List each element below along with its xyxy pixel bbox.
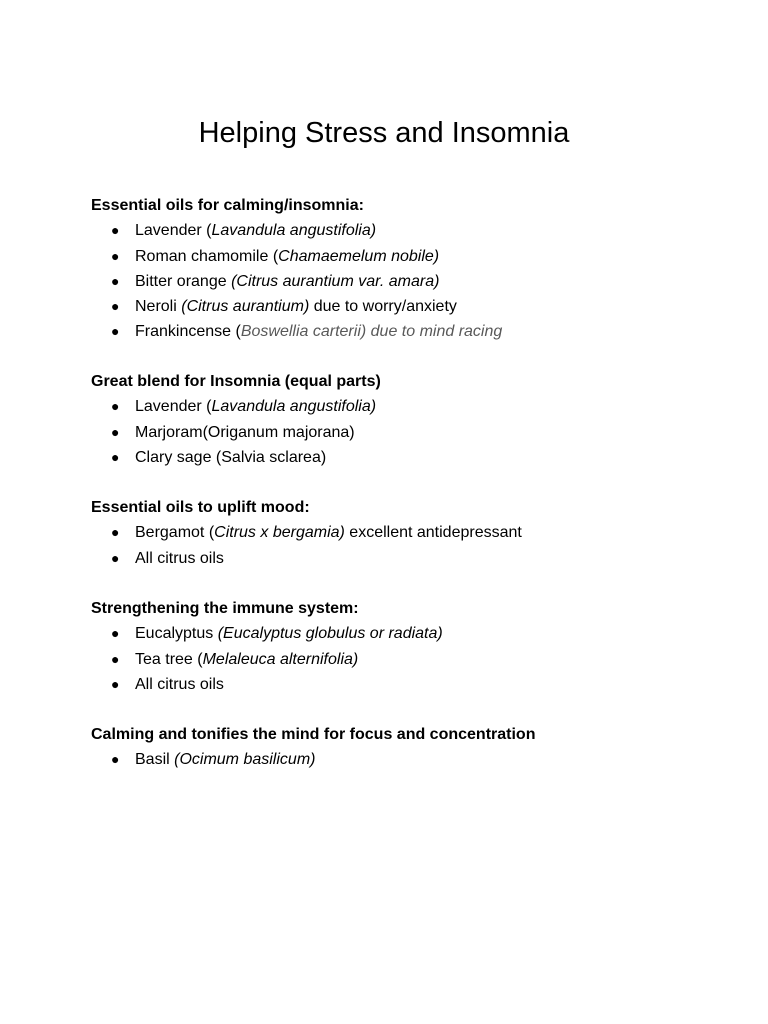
bullet-icon: ● bbox=[111, 222, 120, 239]
section-heading: Essential oils for calming/insomnia: bbox=[91, 197, 364, 214]
list-item bbox=[91, 420, 711, 445]
section-heading: Essential oils to uplift mood: bbox=[91, 499, 310, 516]
item-note: excellent antidepressant bbox=[344, 524, 522, 542]
list-item bbox=[91, 319, 711, 344]
list-item bbox=[91, 546, 711, 571]
item-latin-name: Chamaemelum nobile) bbox=[278, 247, 440, 265]
bullet-icon: ● bbox=[111, 423, 120, 440]
item-text: Tea tree ( bbox=[135, 650, 203, 668]
item-latin-name: Melaleuca alternifolia) bbox=[202, 650, 359, 668]
list-item bbox=[91, 621, 711, 646]
section-heading: Great blend for Insomnia (equal parts) bbox=[91, 373, 381, 390]
list-item bbox=[91, 294, 711, 319]
section-heading: Calming and tonifies the mind for focus and concentration bbox=[91, 726, 536, 743]
item-latin-name: (Citrus aurantium) bbox=[181, 298, 310, 316]
bullet-icon: ● bbox=[111, 625, 120, 642]
bullet-icon: ● bbox=[111, 549, 120, 566]
bullet-icon: ● bbox=[111, 524, 120, 541]
bullet-icon: ● bbox=[111, 448, 120, 465]
list-item bbox=[91, 394, 711, 419]
item-text: Lavender ( bbox=[135, 398, 212, 416]
list-item bbox=[91, 445, 711, 470]
item-latin-name: Boswellia carterii) due to mind racing bbox=[240, 323, 503, 341]
section-focus-concentration bbox=[91, 722, 711, 773]
item-text: All citrus oils bbox=[135, 549, 224, 567]
section-immune-system bbox=[91, 596, 711, 697]
section-heading: Strengthening the immune system: bbox=[91, 600, 359, 617]
item-text: Roman chamomile ( bbox=[135, 247, 279, 265]
item-text: Neroli bbox=[135, 298, 182, 316]
item-latin-name: (Citrus aurantium var. amara) bbox=[231, 272, 440, 290]
item-text: Basil bbox=[135, 751, 175, 769]
item-text: Bergamot ( bbox=[135, 524, 215, 542]
bullet-icon: ● bbox=[111, 272, 120, 289]
item-text: Bitter orange bbox=[135, 272, 232, 290]
list-item bbox=[91, 672, 711, 697]
list-item bbox=[91, 244, 711, 269]
item-latin-name: Citrus x bergamia) bbox=[214, 524, 345, 542]
section-uplift-mood bbox=[91, 495, 711, 571]
item-text: Clary sage (Salvia sclarea) bbox=[135, 448, 327, 466]
item-text: Eucalyptus bbox=[135, 625, 218, 643]
item-latin-name: Lavandula angustifolia) bbox=[211, 222, 377, 240]
list-item bbox=[91, 269, 711, 294]
page-title: Helping Stress and Insomnia bbox=[198, 117, 570, 150]
item-note: due to worry/anxiety bbox=[309, 298, 457, 316]
section-calming-insomnia bbox=[91, 193, 711, 345]
bullet-icon: ● bbox=[111, 675, 120, 692]
list-item bbox=[91, 520, 711, 545]
item-latin-name: (Eucalyptus globulus or radiata) bbox=[217, 625, 443, 643]
bullet-icon: ● bbox=[111, 247, 120, 264]
item-latin-name: (Ocimum basilicum) bbox=[174, 751, 316, 769]
item-text: Lavender ( bbox=[135, 222, 212, 240]
item-text: Frankincense ( bbox=[135, 323, 241, 341]
bullet-icon: ● bbox=[111, 751, 120, 768]
section-insomnia-blend bbox=[91, 369, 711, 470]
item-text: Marjoram(Origanum majorana) bbox=[135, 423, 355, 441]
list-item bbox=[91, 647, 711, 672]
item-text: All citrus oils bbox=[135, 675, 224, 693]
bullet-icon: ● bbox=[111, 323, 120, 340]
bullet-icon: ● bbox=[111, 650, 120, 667]
list-item bbox=[91, 218, 711, 243]
bullet-icon: ● bbox=[111, 398, 120, 415]
list-item bbox=[91, 747, 711, 772]
bullet-icon: ● bbox=[111, 298, 120, 315]
item-latin-name: Lavandula angustifolia) bbox=[211, 398, 377, 416]
